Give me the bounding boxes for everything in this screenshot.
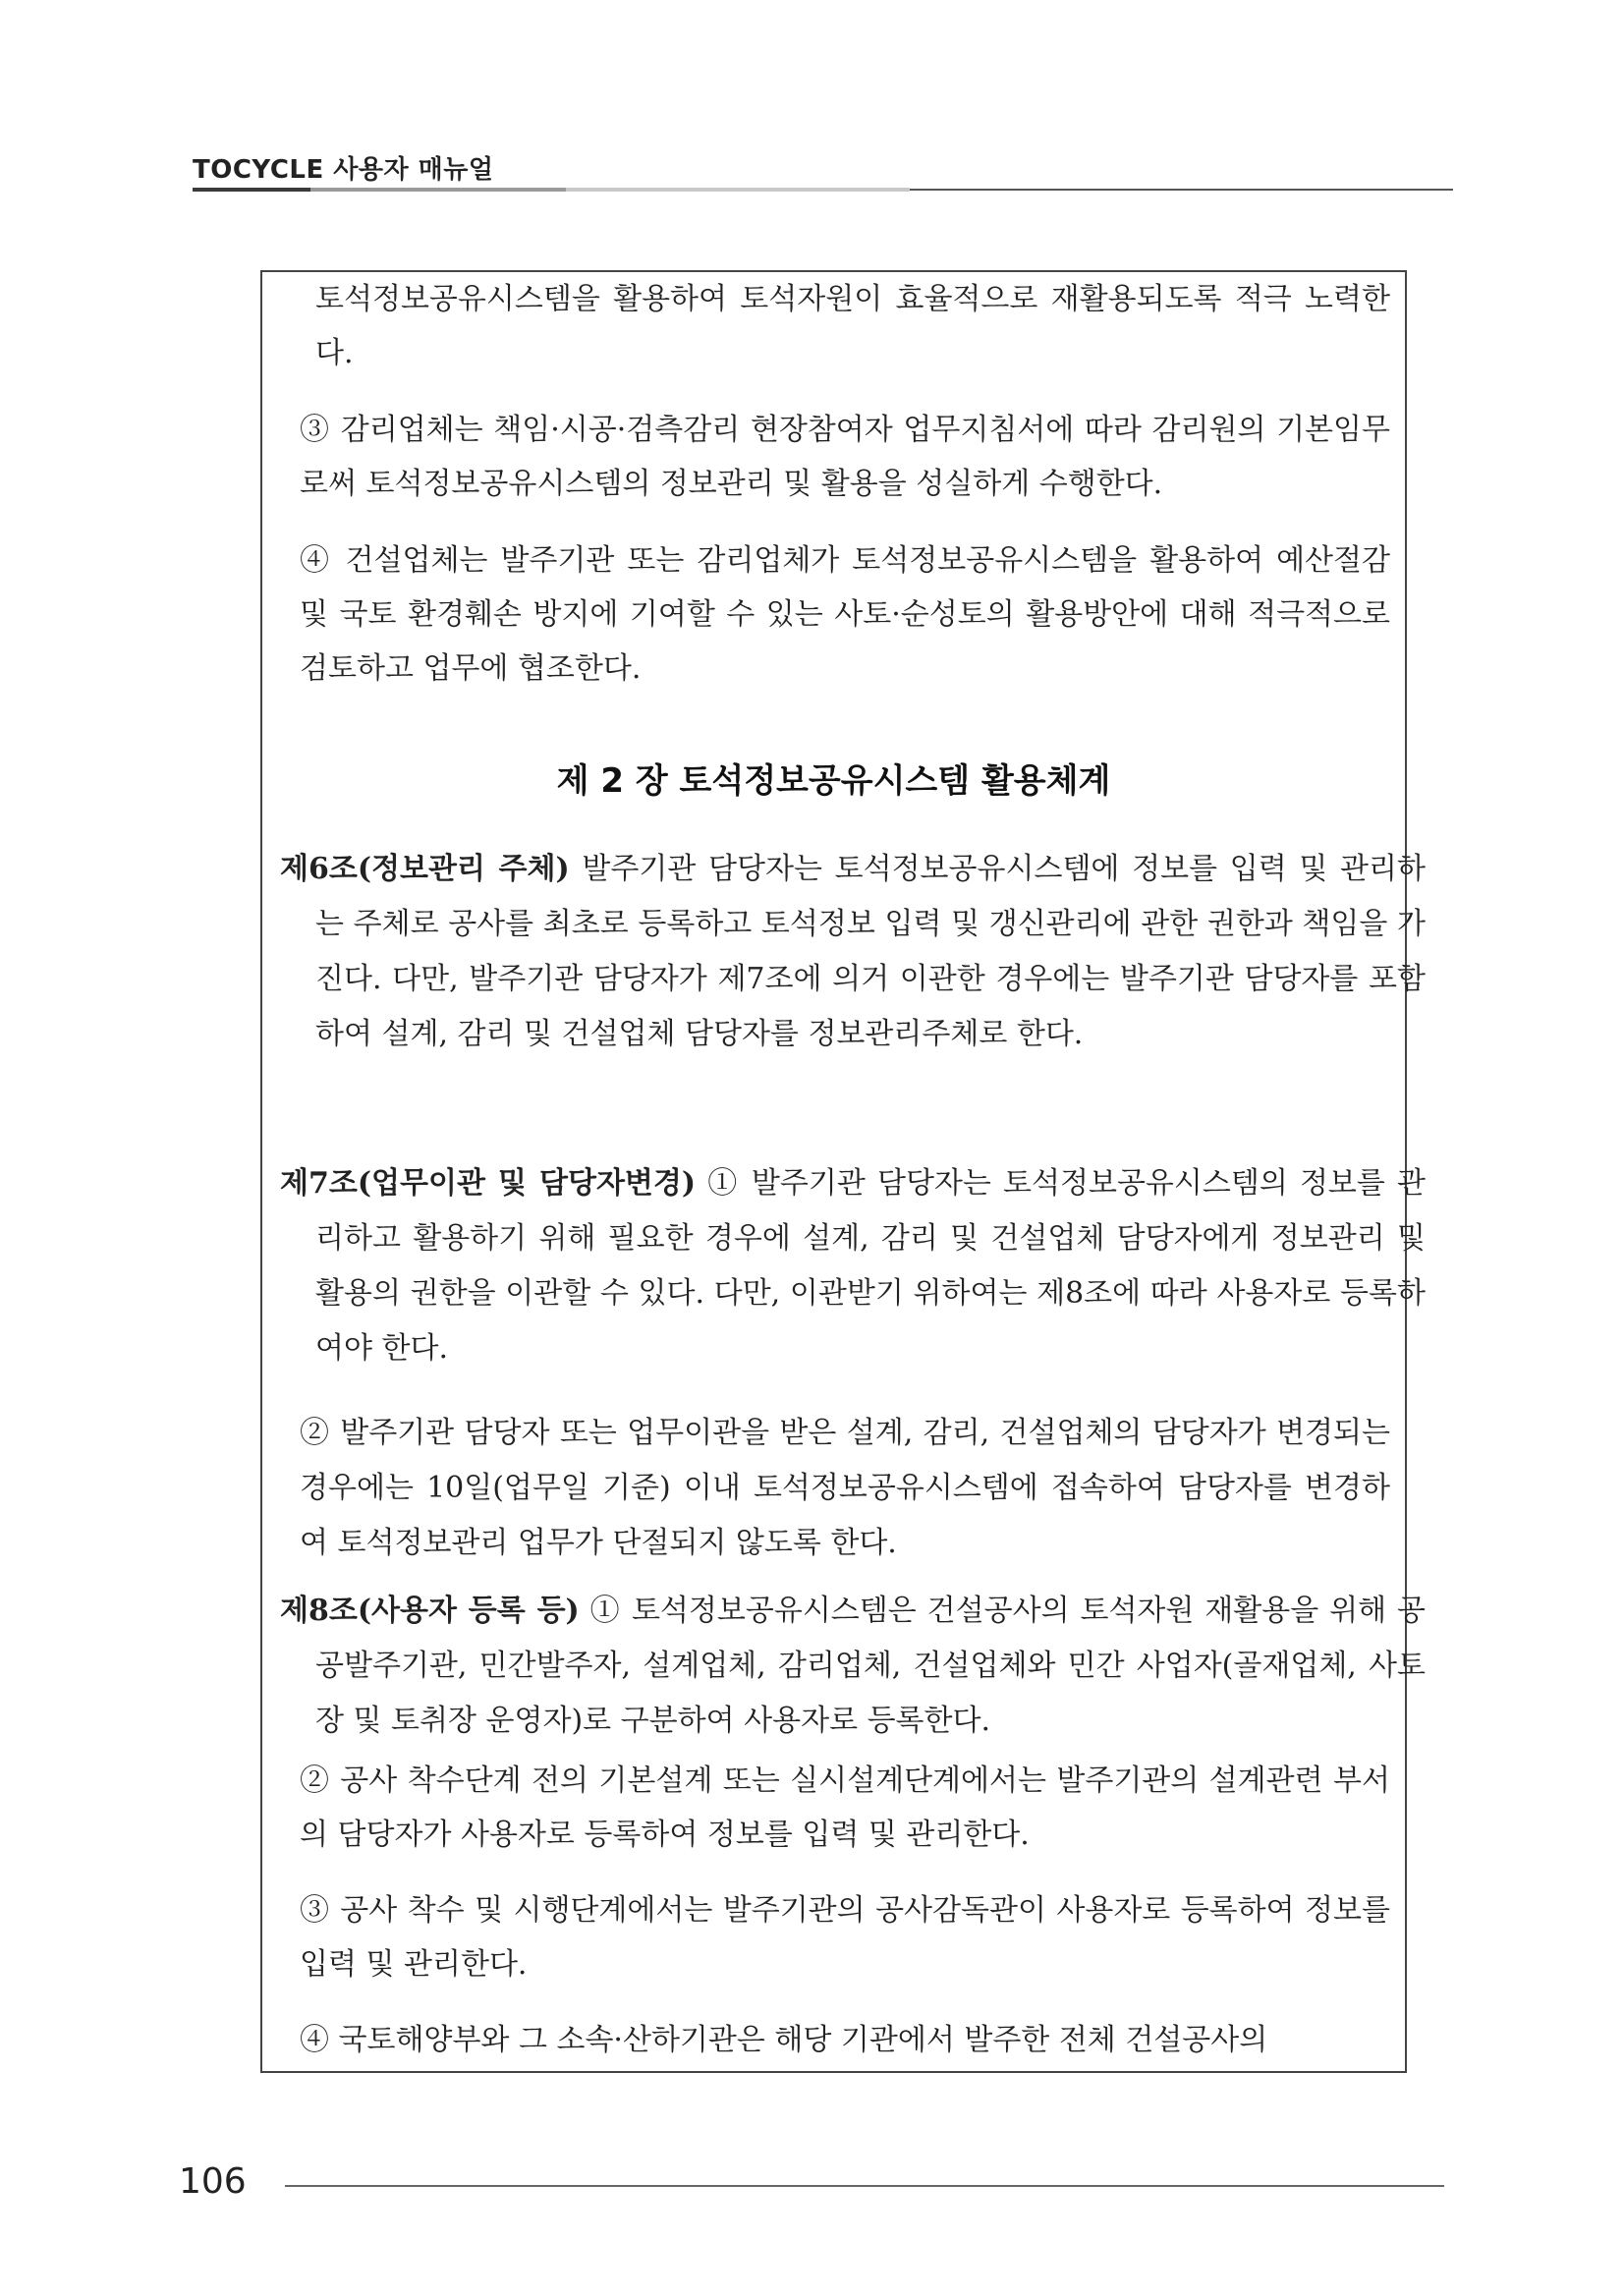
article-8-label: 제8조(사용자 등록 등)	[280, 1594, 580, 1628]
paragraph-article8-item4: ④ 국토해양부와 그 소속·산하기관은 해당 기관에서 발주한 전체 건설공사의	[300, 2023, 1268, 2057]
header-rule-mid-segment	[310, 188, 566, 192]
paragraph-article7-item2: ② 발주기관 담당자 또는 업무이관을 받은 설계, 감리, 건설업체의 담당자가 변경되는 경우에는 10일(업무일 기준) 이내 토석정보공유시스템에 접속하여 담당자를 변경하여 토석정보관리 업무가 단절되지 않도록 한다.	[300, 1416, 1390, 1560]
chapter-title: 제 2 장 토석정보공유시스템 활용체계	[556, 761, 1111, 801]
paragraph-article8-item2: ② 공사 착수단계 전의 기본설계 또는 실시설계단계에서는 발주기관의 설계관련 부서의 담당자가 사용자로 등록하여 정보를 입력 및 관리한다.	[300, 1764, 1390, 1852]
article-8	[280, 1584, 1426, 1749]
header-rule-thin-segment	[910, 189, 1453, 191]
article-7	[280, 1156, 1426, 1376]
paragraph-article5-item4: ④ 건설업체는 발주기관 또는 감리업체가 토석정보공유시스템을 활용하여 예산절감 및 국토 환경훼손 방지에 기여할 수 있는 사토·순성토의 활용방안에 대해 적극적으로 검토하고 업무에 협조한다.	[300, 543, 1390, 686]
paragraph-continuation: 토석정보공유시스템을 활용하여 토석자원이 효율적으로 재활용되도록 적극 노력한다.	[315, 282, 1390, 370]
header-rule	[193, 188, 1453, 192]
article-7-text: ① 발주기관 담당자는 토석정보공유시스템의 정보를 관리하고 활용하기 위해 필요한 경우에 설계, 감리 및 건설업체 담당자에게 정보관리 및 활용의 권한을 이관할 수 있다. 다만, 이관받기 위하여는 제8조에 따라 사용자로 등록하여야 한다.	[315, 1166, 1426, 1366]
regulation-text-box	[260, 270, 1426, 2073]
footer-rule	[285, 2185, 1444, 2187]
article-6-label: 제6조(정보관리 주체)	[280, 852, 570, 886]
header-rule-light-segment	[566, 188, 910, 192]
article-6	[280, 842, 1426, 1062]
article-6-text: 발주기관 담당자는 토석정보공유시스템에 정보를 입력 및 관리하는 주체로 공사를 최초로 등록하고 토석정보 입력 및 갱신관리에 관한 권한과 책임을 가진다. 다만, 발주기관 담당자가 제7조에 의거 이관한 경우에는 발주기관 담당자를 포함하여 설계, 감리 및 건설업체 담당자를 정보관리주체로 한다.	[315, 852, 1426, 1051]
paragraph-article5-item3: ③ 감리업체는 책임·시공·검측감리 현장참여자 업무지침서에 따라 감리원의 기본임무로써 토석정보공유시스템의 정보관리 및 활용을 성실하게 수행한다.	[300, 413, 1390, 501]
paragraph-article8-item3: ③ 공사 착수 및 시행단계에서는 발주기관의 공사감독관이 사용자로 등록하여 정보를 입력 및 관리한다.	[300, 1893, 1390, 1982]
header-rule-dark-segment	[193, 188, 310, 192]
header-title: TOCYCLE 사용자 매뉴얼	[193, 155, 494, 185]
article-7-label: 제7조(업무이관 및 담당자변경)	[280, 1166, 697, 1201]
article-8-text: ① 토석정보공유시스템은 건설공사의 토석자원 재활용을 위해 공공발주기관, 민간발주자, 설계업체, 감리업체, 건설업체와 민간 사업자(골재업체, 사토장 및 토취장 운영자)로 구분하여 사용자로 등록한다.	[315, 1594, 1426, 1738]
page-number: 106	[179, 2161, 247, 2202]
